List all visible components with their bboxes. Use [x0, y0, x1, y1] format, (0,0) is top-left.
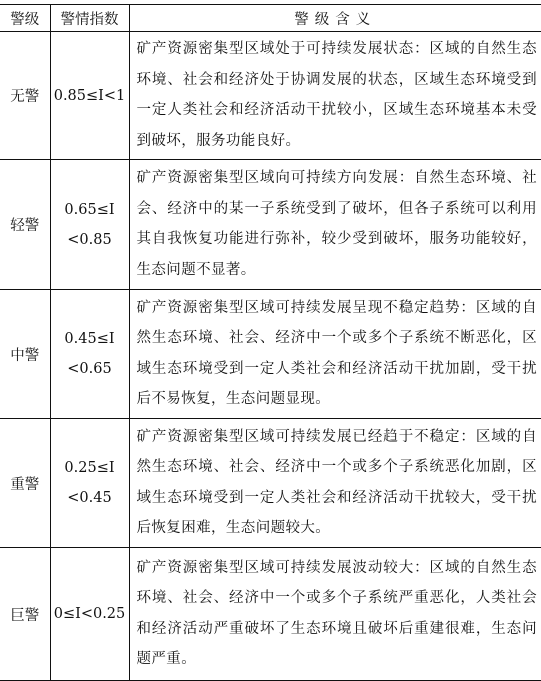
index-range: 0.85≤I<1	[53, 87, 126, 104]
meaning-cell: 矿产资源密集型区域可持续发展呈现不稳定趋势：区域的自然生态环境、社会、经济中一个或多个子系统不断恶化，区域生态环境受到一定人类社会和经济活动干扰加剧，受干扰后不易恢复，生态问题显现。	[129, 290, 541, 419]
index-cell	[50, 290, 129, 419]
meaning-cell: 矿产资源密集型区域向可持续方向发展：自然生态环境、社会、经济中的某一子系统受到了破坏，但各子系统可以利用其自我恢复功能进行弥补，较少受到破坏，服务功能较好，生态问题不显著。	[129, 160, 541, 290]
index-lower-bound: 0.65≤I	[64, 201, 115, 218]
index-upper-bound: <0.85	[67, 231, 112, 248]
meaning-cell: 矿产资源密集型区域处于可持续发展状态：区域的自然生态环境、社会和经济处于协调发展的状态，区域生态环境受到一定人类社会和经济活动干扰较小，区域生态环境基本未受到破坏，服务功能良好。	[129, 32, 541, 160]
index-cell	[50, 548, 129, 681]
level-cell: 巨警	[0, 548, 50, 681]
level-cell: 轻警	[0, 160, 50, 290]
header-level: 警级	[0, 5, 50, 32]
table-body	[0, 32, 541, 681]
index-upper-bound: <0.65	[67, 361, 112, 377]
index-cell	[50, 32, 129, 160]
table-row	[0, 290, 541, 419]
index-cell	[50, 160, 129, 290]
table-row	[0, 548, 541, 681]
table-row	[0, 419, 541, 548]
meaning-cell: 矿产资源密集型区域可持续发展已经趋于不稳定：区域的自然生态环境、社会、经济中一个或多个子系统恶化加剧，区域生态环境受到一定人类社会和经济活动干扰较大，受干扰后恢复困难，生态问题较大。	[129, 419, 541, 548]
table-row	[0, 32, 541, 160]
header-index: 警情指数	[50, 5, 129, 32]
index-lower-bound: 0.25≤I	[64, 460, 115, 476]
warning-level-table	[0, 4, 541, 681]
level-cell: 重警	[0, 419, 50, 548]
header-meaning: 警级含义	[129, 5, 541, 32]
index-cell	[50, 419, 129, 548]
index-range: 0≤I<0.25	[53, 606, 126, 622]
index-upper-bound: <0.45	[67, 490, 112, 506]
level-cell: 无警	[0, 32, 50, 160]
table-row	[0, 160, 541, 290]
meaning-cell: 矿产资源密集型区域可持续发展波动较大：区域的自然生态环境、社会、经济中一个或多个子系统严重恶化，人类社会和经济活动严重破坏了生态环境且破坏后重建很难，生态问题严重。	[129, 548, 541, 681]
index-lower-bound: 0.45≤I	[64, 331, 115, 347]
header-row	[0, 5, 541, 32]
level-cell: 中警	[0, 290, 50, 419]
table-header	[0, 5, 541, 32]
